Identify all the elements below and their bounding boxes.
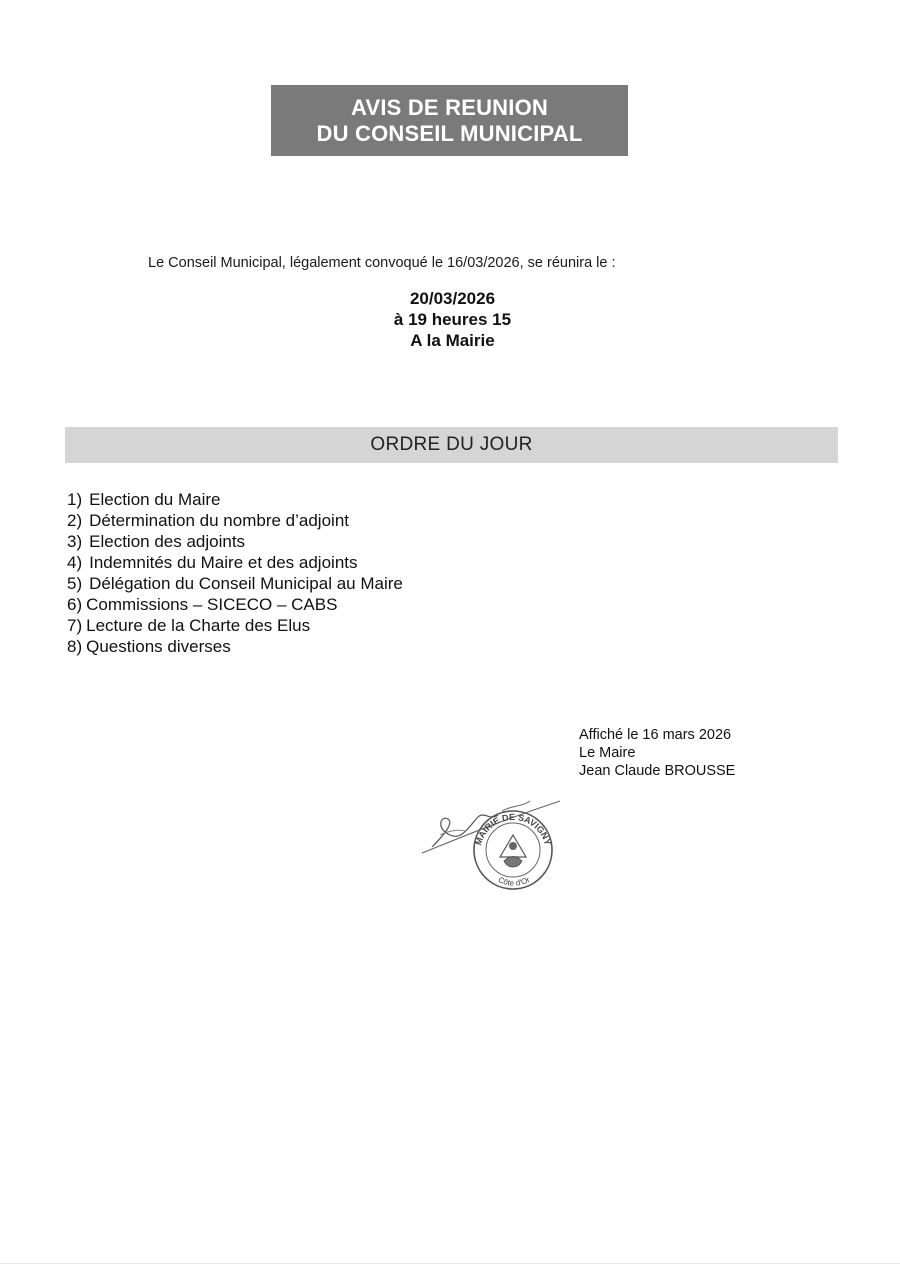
- posting-date: Affiché le 16 mars 2026: [579, 727, 732, 743]
- signatory-role: Le Maire: [579, 745, 636, 761]
- notice-title-line-1: AVIS DE REUNION: [351, 94, 548, 120]
- agenda-list: [67, 489, 403, 657]
- agenda-item: 7) Lecture de la Charte des Elus: [67, 616, 311, 635]
- meeting-details: [300, 288, 605, 351]
- agenda-item: 5) Délégation du Conseil Municipal au Maire: [67, 574, 403, 593]
- mayor-stamp-and-signature-icon: [418, 795, 568, 900]
- meeting-time: à 19 heures 15: [393, 310, 512, 329]
- signature-block: [579, 726, 735, 780]
- page-bottom-rule: [0, 1263, 900, 1264]
- meeting-date: 20/03/2026: [409, 289, 496, 308]
- svg-text:Côte d'Or: Côte d'Or: [496, 875, 532, 888]
- agenda-item: 6) Commissions – SICECO – CABS: [67, 595, 338, 614]
- convocation-text: Le Conseil Municipal, légalement convoqué le 16/03/2026, se réunira le :: [148, 255, 616, 271]
- agenda-item: 1) Election du Maire: [67, 490, 221, 509]
- agenda-item: 4) Indemnités du Maire et des adjoints: [67, 553, 358, 572]
- notice-title-box: [271, 85, 628, 156]
- meeting-place: A la Mairie: [410, 331, 495, 350]
- svg-text:MAIRIE DE SAVIGNY: MAIRIE DE SAVIGNY: [473, 811, 553, 847]
- signatory-name: Jean Claude BROUSSE: [579, 763, 736, 779]
- agenda-item: 3) Election des adjoints: [67, 532, 246, 551]
- agenda-heading: ORDRE DU JOUR: [370, 434, 533, 455]
- agenda-item: 8) Questions diverses: [67, 637, 231, 656]
- agenda-item: 2) Détermination du nombre d’adjoint: [67, 511, 349, 530]
- notice-title-line-2: DU CONSEIL MUNICIPAL: [316, 120, 583, 146]
- agenda-heading-bar: [65, 427, 838, 463]
